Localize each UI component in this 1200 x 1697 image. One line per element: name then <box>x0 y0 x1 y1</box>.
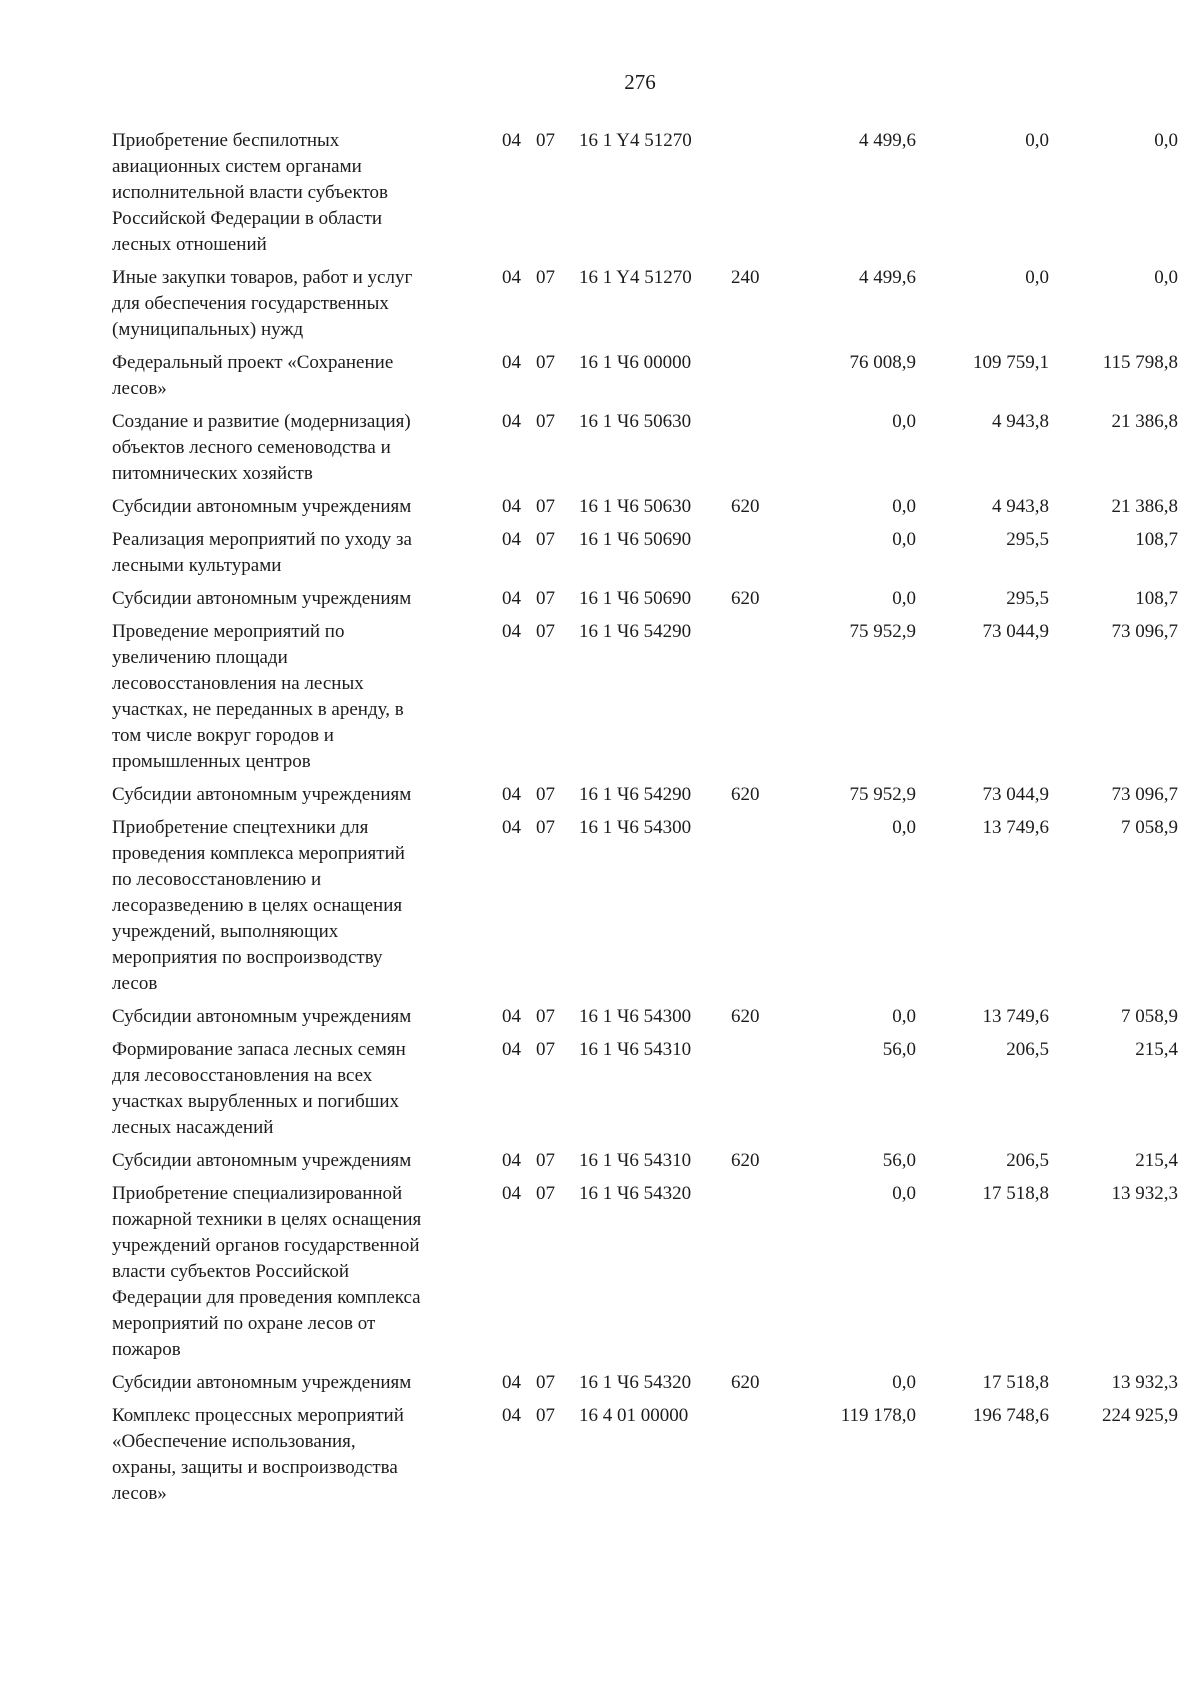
target-article-code: 16 1 Ч6 54320 <box>579 1372 692 1393</box>
subsection-code: 07 <box>536 621 555 642</box>
table-row <box>112 782 1182 808</box>
expense-item-name: Субсидии автономным учреждениям <box>112 496 412 517</box>
expense-item-name: Федеральный проект «Сохранение лесов» <box>112 352 394 399</box>
subsection-code: 07 <box>536 1405 555 1426</box>
amount-year-1: 0,0 <box>892 496 916 517</box>
amount-year-1: 0,0 <box>892 411 916 432</box>
amount-year-3: 115 798,8 <box>1102 352 1178 373</box>
table-row <box>112 1370 1182 1396</box>
amount-year-3: 215,4 <box>1135 1150 1178 1171</box>
subsection-code: 07 <box>536 784 555 805</box>
target-article-code: 16 1 Ч6 54300 <box>579 1006 692 1027</box>
amount-year-2: 206,5 <box>1006 1039 1049 1060</box>
amount-year-3: 13 932,3 <box>1111 1183 1178 1204</box>
table-row <box>112 815 1182 997</box>
amount-year-2: 4 943,8 <box>992 411 1049 432</box>
subsection-code: 07 <box>536 1039 555 1060</box>
amount-year-1: 4 499,6 <box>859 267 916 288</box>
section-code: 04 <box>502 1183 521 1204</box>
target-article-code: 16 1 Ч6 00000 <box>579 352 692 373</box>
expense-item-name: Приобретение спецтехники для проведения комплекса мероприятий по лесовосстановлению и лесоразведению в целях оснащения учреждений, выполняющих мероприятия по воспроизводству лесов <box>112 817 405 994</box>
table-row <box>112 265 1182 343</box>
section-code: 04 <box>502 130 521 151</box>
expense-type-code: 240 <box>731 267 760 288</box>
expense-type-code: 620 <box>731 1150 760 1171</box>
expense-type-code: 620 <box>731 1006 760 1027</box>
amount-year-3: 21 386,8 <box>1111 411 1178 432</box>
expense-item-name: Проведение мероприятий по увеличению площади лесовосстановления на лесных участках, не переданных в аренду, в том числе вокруг городов и промышленных центров <box>112 621 404 772</box>
subsection-code: 07 <box>536 130 555 151</box>
table-row <box>112 1403 1182 1507</box>
amount-year-1: 0,0 <box>892 817 916 838</box>
amount-year-2: 17 518,8 <box>982 1183 1049 1204</box>
page-number: 276 <box>624 70 656 94</box>
amount-year-3: 7 058,9 <box>1121 817 1178 838</box>
amount-year-1: 119 178,0 <box>840 1405 916 1426</box>
expense-item-name: Субсидии автономным учреждениям <box>112 784 412 805</box>
expense-item-name: Создание и развитие (модернизация) объектов лесного семеноводства и питомнических хозяйств <box>112 411 411 484</box>
section-code: 04 <box>502 1039 521 1060</box>
amount-year-2: 0,0 <box>1025 130 1049 151</box>
amount-year-1: 75 952,9 <box>849 784 916 805</box>
expense-item-name: Субсидии автономным учреждениям <box>112 1372 412 1393</box>
amount-year-3: 224 925,9 <box>1102 1405 1178 1426</box>
amount-year-2: 17 518,8 <box>982 1372 1049 1393</box>
amount-year-1: 4 499,6 <box>859 130 916 151</box>
amount-year-3: 13 932,3 <box>1111 1372 1178 1393</box>
amount-year-3: 0,0 <box>1154 267 1178 288</box>
target-article-code: 16 1 Ч6 50630 <box>579 496 692 517</box>
target-article-code: 16 1 Ч6 54310 <box>579 1039 692 1060</box>
target-article-code: 16 1 Ч6 54300 <box>579 817 692 838</box>
amount-year-2: 206,5 <box>1006 1150 1049 1171</box>
target-article-code: 16 1 Y4 51270 <box>579 130 692 151</box>
table-row <box>112 619 1182 775</box>
target-article-code: 16 1 Ч6 50630 <box>579 411 692 432</box>
table-row <box>112 409 1182 487</box>
amount-year-1: 0,0 <box>892 588 916 609</box>
table-row <box>112 350 1182 402</box>
section-code: 04 <box>502 529 521 550</box>
table-row <box>112 1037 1182 1141</box>
table-row <box>112 1148 1182 1174</box>
amount-year-2: 196 748,6 <box>973 1405 1049 1426</box>
section-code: 04 <box>502 352 521 373</box>
table-row <box>112 1181 1182 1363</box>
amount-year-2: 73 044,9 <box>982 621 1049 642</box>
subsection-code: 07 <box>536 1183 555 1204</box>
amount-year-3: 0,0 <box>1154 130 1178 151</box>
target-article-code: 16 1 Ч6 50690 <box>579 529 692 550</box>
subsection-code: 07 <box>536 411 555 432</box>
amount-year-1: 0,0 <box>892 529 916 550</box>
section-code: 04 <box>502 621 521 642</box>
section-code: 04 <box>502 411 521 432</box>
target-article-code: 16 1 Y4 51270 <box>579 267 692 288</box>
amount-year-1: 76 008,9 <box>849 352 916 373</box>
amount-year-1: 0,0 <box>892 1183 916 1204</box>
amount-year-3: 21 386,8 <box>1111 496 1178 517</box>
target-article-code: 16 1 Ч6 54290 <box>579 621 692 642</box>
amount-year-2: 4 943,8 <box>992 496 1049 517</box>
section-code: 04 <box>502 496 521 517</box>
table-row <box>112 527 1182 579</box>
table-row <box>112 494 1182 520</box>
table-row <box>112 1004 1182 1030</box>
subsection-code: 07 <box>536 817 555 838</box>
table-row <box>112 586 1182 612</box>
amount-year-2: 13 749,6 <box>982 1006 1049 1027</box>
expense-item-name: Субсидии автономным учреждениям <box>112 588 412 609</box>
subsection-code: 07 <box>536 1372 555 1393</box>
expense-type-code: 620 <box>731 784 760 805</box>
section-code: 04 <box>502 1405 521 1426</box>
subsection-code: 07 <box>536 267 555 288</box>
amount-year-3: 108,7 <box>1135 529 1178 550</box>
amount-year-2: 109 759,1 <box>973 352 1049 373</box>
subsection-code: 07 <box>536 352 555 373</box>
subsection-code: 07 <box>536 588 555 609</box>
amount-year-1: 0,0 <box>892 1006 916 1027</box>
target-article-code: 16 1 Ч6 54320 <box>579 1183 692 1204</box>
expense-item-name: Комплекс процессных мероприятий «Обеспечение использования, охраны, защиты и воспроизводства лесов» <box>112 1405 404 1504</box>
section-code: 04 <box>502 267 521 288</box>
subsection-code: 07 <box>536 529 555 550</box>
expense-item-name: Реализация мероприятий по уходу за лесными культурами <box>112 529 412 576</box>
amount-year-1: 56,0 <box>882 1039 916 1060</box>
target-article-code: 16 1 Ч6 54290 <box>579 784 692 805</box>
section-code: 04 <box>502 588 521 609</box>
amount-year-1: 75 952,9 <box>849 621 916 642</box>
expense-item-name: Приобретение специализированной пожарной техники в целях оснащения учреждений органов государственной власти субъектов Российской Федерации для проведения комплекса мероприятий по охране лесов от пожаров <box>112 1183 422 1360</box>
amount-year-3: 7 058,9 <box>1121 1006 1178 1027</box>
expense-item-name: Приобретение беспилотных авиационных систем органами исполнительной власти субъектов Российской Федерации в области лесных отношений <box>112 130 388 255</box>
expense-item-name: Формирование запаса лесных семян для лесовосстановления на всех участках вырубленных и погибших лесных насаждений <box>112 1039 406 1138</box>
subsection-code: 07 <box>536 1150 555 1171</box>
amount-year-1: 56,0 <box>882 1150 916 1171</box>
section-code: 04 <box>502 1372 521 1393</box>
amount-year-2: 73 044,9 <box>982 784 1049 805</box>
expense-type-code: 620 <box>731 496 760 517</box>
expense-item-name: Субсидии автономным учреждениям <box>112 1150 412 1171</box>
section-code: 04 <box>502 784 521 805</box>
amount-year-3: 73 096,7 <box>1111 621 1178 642</box>
amount-year-2: 295,5 <box>1006 588 1049 609</box>
expense-item-name: Субсидии автономным учреждениям <box>112 1006 412 1027</box>
section-code: 04 <box>502 1006 521 1027</box>
amount-year-3: 108,7 <box>1135 588 1178 609</box>
target-article-code: 16 4 01 00000 <box>579 1405 689 1426</box>
table-row <box>112 128 1182 258</box>
target-article-code: 16 1 Ч6 54310 <box>579 1150 692 1171</box>
section-code: 04 <box>502 1150 521 1171</box>
amount-year-2: 0,0 <box>1025 267 1049 288</box>
budget-table <box>112 128 1182 1514</box>
amount-year-3: 215,4 <box>1135 1039 1178 1060</box>
subsection-code: 07 <box>536 1006 555 1027</box>
amount-year-1: 0,0 <box>892 1372 916 1393</box>
amount-year-2: 295,5 <box>1006 529 1049 550</box>
amount-year-2: 13 749,6 <box>982 817 1049 838</box>
expense-item-name: Иные закупки товаров, работ и услуг для обеспечения государственных (муниципальных) нужд <box>112 267 413 340</box>
target-article-code: 16 1 Ч6 50690 <box>579 588 692 609</box>
expense-type-code: 620 <box>731 1372 760 1393</box>
expense-type-code: 620 <box>731 588 760 609</box>
amount-year-3: 73 096,7 <box>1111 784 1178 805</box>
subsection-code: 07 <box>536 496 555 517</box>
section-code: 04 <box>502 817 521 838</box>
